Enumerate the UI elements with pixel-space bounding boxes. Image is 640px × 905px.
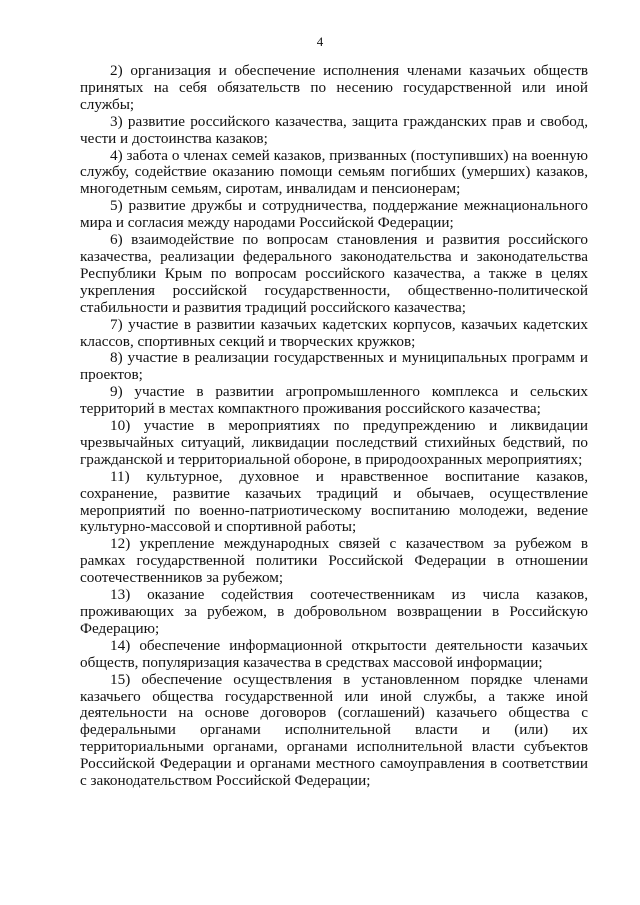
list-item-5: 5) развитие дружбы и сотрудничества, поддержание межнационального мира и согласия между народами Российской Федерации; xyxy=(80,197,588,232)
list-item-7: 7) участие в развитии казачьих кадетских корпусов, казачьих кадетских классов, спортивных секций и творческих кружков; xyxy=(80,315,588,350)
document-body xyxy=(80,63,588,790)
list-item-11: 11) культурное, духовное и нравственное воспитание казаков, сохранение, развитие казачьих традиций и обычаев, осуществление мероприятий по военно-патриотическому воспитанию молодежи, ведение культурно-массовой и спортивной работы; xyxy=(80,467,588,536)
list-item-15: 15) обеспечение осуществления в установленном порядке членами казачьего общества государственной или иной службы, а также иной деятельности на основе договоров (соглашений) казачьего общества с федеральными органами исполнительной власти и (или) их территориальными органами, органами исполнительной власти субъектов Российской Федерации и органами местного самоуправления в соответствии с законодательством Российской Федерации; xyxy=(80,670,588,790)
list-item-8: 8) участие в реализации государственных и муниципальных программ и проектов; xyxy=(80,349,588,384)
list-item-3: 3) развитие российского казачества, защита гражданских прав и свобод, чести и достоинства казаков; xyxy=(80,112,588,147)
list-item-2: 2) организация и обеспечение исполнения членами казачьих обществ принятых на себя обязательств по несению государственной или иной службы; xyxy=(80,62,588,113)
page-number: 4 xyxy=(316,34,324,49)
list-item-13: 13) оказание содействия соотечественникам из числа казаков, проживающих за рубежом, в добровольном возвращении в Российскую Федерацию; xyxy=(80,586,588,637)
list-item-6: 6) взаимодействие по вопросам становления и развития российского казачества, реализации федерального законодательства и законодательства Республики Крым по вопросам российского казачества, а также в целях укрепления российской государственности, общественно-политической стабильности и развития традиций российского казачества; xyxy=(80,231,588,316)
list-item-12: 12) укрепление международных связей с казачеством за рубежом в рамках государственной политики Российской Федерации в отношении соотечественников за рубежом; xyxy=(80,535,588,587)
list-item-10: 10) участие в мероприятиях по предупреждению и ликвидации чрезвычайных ситуаций, ликвидации последствий стихийных бедствий, по гражданской и территориальной обороне, в природоохранных мероприятиях; xyxy=(80,417,588,468)
list-item-4: 4) забота о членах семей казаков, призванных (поступивших) на военную службу, содействие оказанию помощи семьям погибших (умерших) казаков, многодетным семьям, сиротам, инвалидам и пенсионерам; xyxy=(80,146,588,198)
list-item-14: 14) обеспечение информационной открытости деятельности казачьих обществ, популяризация казачества в средствах массовой информации; xyxy=(80,636,588,671)
list-item-9: 9) участие в развитии агропромышленного комплекса и сельских территорий в местах компактного проживания российского казачества; xyxy=(80,383,588,418)
